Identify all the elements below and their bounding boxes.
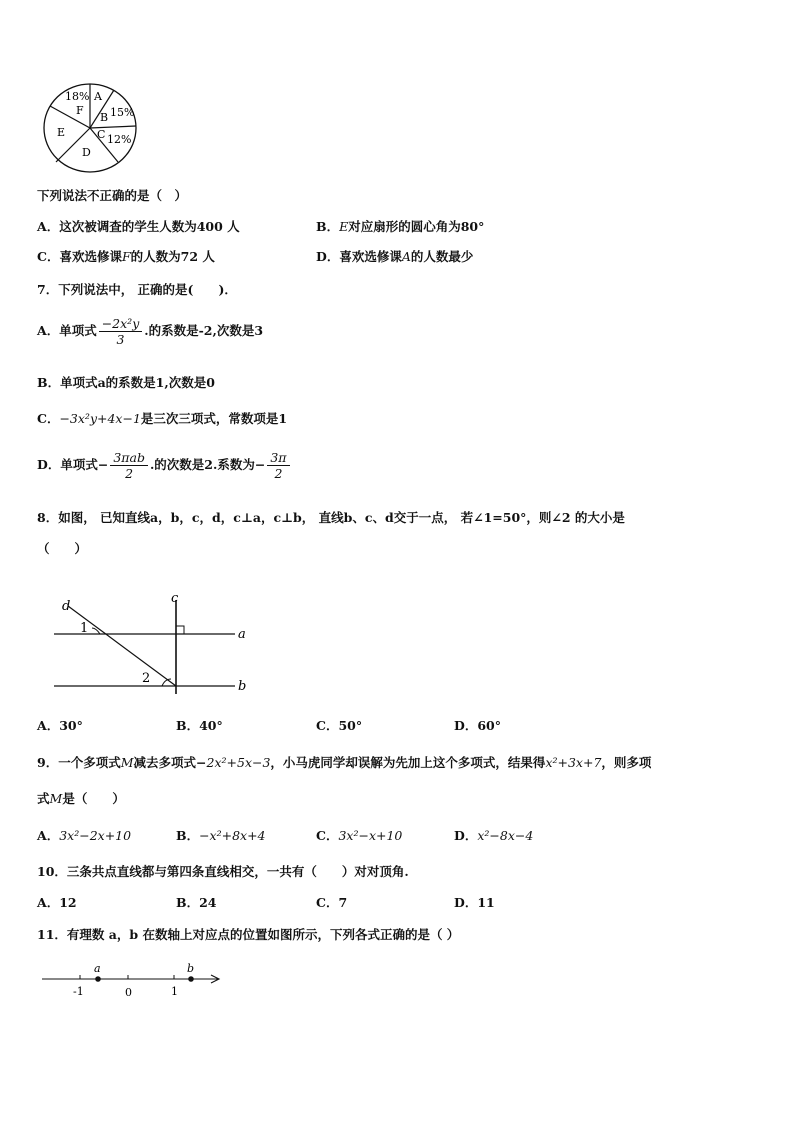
q9-poly-2: x²+3x+7: [545, 755, 602, 770]
q9-option-b-expr: −x²+8x+4: [199, 828, 266, 843]
q9-line-1-mid: 减去多项式−: [133, 755, 207, 770]
q7-option-d-fraction-2: [267, 450, 289, 481]
label-angle-2: 2: [142, 671, 151, 686]
angle-2-arc: [162, 679, 171, 686]
q7-option-a-pre: A．单项式: [37, 323, 97, 338]
q7-option-a-denominator: 3: [116, 332, 125, 347]
q7-option-d[interactable]: [37, 450, 292, 481]
q6-option-a[interactable]: A．这次被调查的学生人数为400 人: [37, 219, 240, 234]
q10-option-d[interactable]: D．11: [454, 895, 495, 910]
q8-lines-figure: [40, 590, 270, 705]
point-b: [188, 976, 194, 982]
q9-line-1: [37, 755, 651, 771]
q9-line-1-mid2: ，小马虎同学却误解为先加上这个多项式，结果得: [270, 755, 546, 770]
q7-option-d-numerator-2: 3π: [267, 450, 289, 466]
line-d: [68, 606, 176, 686]
tick-label-neg1: -1: [73, 985, 84, 998]
q7-option-a-fraction: [99, 316, 143, 347]
pie-label-b: B: [100, 111, 109, 124]
q9-var-m-2: M: [49, 791, 63, 806]
q9-option-d-expr: x²−8x−4: [477, 828, 534, 843]
pie-chart-figure: [40, 80, 150, 175]
q9-option-c[interactable]: [316, 828, 402, 844]
label-d: d: [62, 599, 71, 614]
q9-option-a-label: A．: [37, 828, 60, 843]
number-line-figure: [38, 958, 228, 1003]
q7-option-c-post: 是三次三项式，常数项是1: [140, 411, 288, 426]
pie-label-f: F: [76, 104, 84, 117]
pie-label-a: A: [94, 90, 102, 103]
q6-option-c-pre: C．喜欢选修课: [37, 249, 122, 264]
q9-option-a-expr: 3x²−2x+10: [59, 828, 132, 843]
q6-option-b-pre: B．: [316, 219, 340, 234]
point-b-label: b: [187, 962, 195, 975]
q8-option-a[interactable]: A．30°: [37, 718, 83, 733]
q11-stem: 11．有理数 a，b 在数轴上对应点的位置如图所示，下列各式正确的是（ ）: [37, 927, 460, 942]
q6-option-d-var: A: [401, 249, 411, 264]
q9-option-b[interactable]: [176, 828, 266, 844]
q7-option-d-denominator-2: 2: [274, 466, 283, 481]
q8-option-d[interactable]: D．60°: [454, 718, 501, 733]
q7-option-d-denominator-1: 2: [125, 466, 134, 481]
pie-label-d: D: [82, 146, 91, 159]
q9-var-m: M: [120, 755, 134, 770]
q6-option-b-var: E: [339, 219, 349, 234]
q7-option-b[interactable]: B．单项式a的系数是1,次数是0: [37, 375, 215, 390]
q8-stem: 8．如图， 已知直线a，b，c，d，c⊥a，c⊥b， 直线b、c、d交于一点， 若∠1=50°，则∠2 的大小是: [37, 510, 625, 525]
q10-stem: 10．三条共点直线都与第四条直线相交，一共有（ ）对对顶角.: [37, 864, 409, 879]
q10-option-b[interactable]: B．24: [176, 895, 217, 910]
q9-option-a[interactable]: [37, 828, 131, 844]
q6-option-b[interactable]: [316, 219, 484, 235]
q7-option-a[interactable]: [37, 316, 263, 347]
q9-poly-1: 2x²+5x−3: [206, 755, 271, 770]
q7-option-d-pre: D．单项式−: [37, 457, 109, 472]
pie-label-e: E: [57, 126, 66, 139]
q6-option-b-post: 对应扇形的圆心角为80°: [348, 219, 485, 234]
q9-line-1-pre: 9．一个多项式: [37, 755, 121, 770]
q9-line-2-pre: 式: [37, 791, 50, 806]
label-b: b: [238, 679, 247, 694]
label-a: a: [238, 627, 246, 642]
pie-label-b-percent: 15%: [110, 106, 135, 119]
q9-option-d-label: D．: [454, 828, 478, 843]
q6-option-d[interactable]: [316, 249, 473, 265]
q7-option-a-post: .的系数是-2,次数是3: [144, 323, 264, 338]
q10-option-c[interactable]: C．7: [316, 895, 348, 910]
q6-option-d-pre: D．喜欢选修课: [316, 249, 402, 264]
q8-option-c[interactable]: C．50°: [316, 718, 363, 733]
pie-label-f-percent: 18%: [65, 90, 90, 103]
q8-paren: （ ）: [37, 541, 88, 556]
q9-line-2: [37, 791, 125, 807]
q6-option-d-post: 的人数最少: [410, 249, 474, 264]
label-c: c: [171, 591, 179, 606]
q7-stem: 7．下列说法中， 正确的是( )．: [37, 282, 237, 297]
q7-option-d-mid: .的次数是2.系数为−: [149, 457, 266, 472]
q8-option-b[interactable]: B．40°: [176, 718, 223, 733]
q9-option-c-expr: 3x²−x+10: [338, 828, 403, 843]
point-a: [95, 976, 101, 982]
q6-option-c[interactable]: [37, 249, 215, 265]
right-angle-mark: [176, 626, 184, 634]
q10-option-a[interactable]: A．12: [37, 895, 77, 910]
q9-line-1-post: ，则多项: [601, 755, 652, 770]
point-a-label: a: [94, 962, 101, 975]
q6-option-c-post: 的人数为72 人: [130, 249, 215, 264]
q9-option-c-label: C．: [316, 828, 339, 843]
q7-option-d-numerator-1: 3πab: [110, 450, 148, 466]
pie-label-c: C: [97, 128, 106, 141]
q9-option-d[interactable]: [454, 828, 533, 844]
q7-option-c-pre: C．: [37, 411, 60, 426]
q6-stem: 下列说法不正确的是（ ）: [37, 188, 188, 203]
pie-label-c-percent: 12%: [107, 133, 132, 146]
tick-label-zero: 0: [125, 986, 132, 999]
label-angle-1: 1: [80, 621, 89, 636]
q7-option-c[interactable]: [37, 411, 287, 427]
q9-option-b-label: B．: [176, 828, 200, 843]
q7-option-a-numerator: −2x²y: [99, 316, 143, 332]
q6-option-c-var: F: [121, 249, 131, 264]
tick-label-one: 1: [171, 985, 178, 998]
q7-option-c-expr: −3x²y+4x−1: [59, 411, 141, 426]
q9-line-2-post: 是（ ）: [62, 791, 125, 806]
q7-option-d-fraction-1: [110, 450, 148, 481]
